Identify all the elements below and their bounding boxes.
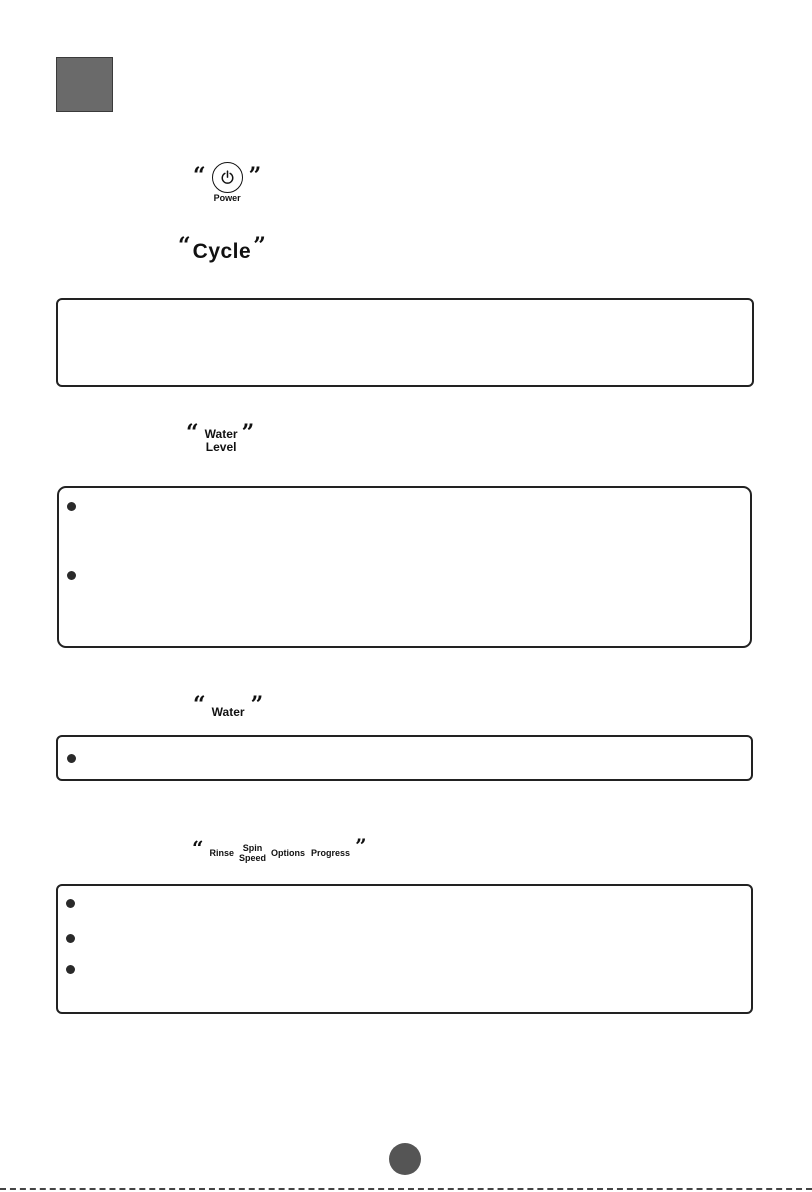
open-quote: “ [192, 836, 204, 860]
cycle-label: Cycle [192, 240, 252, 263]
bullet-icon [67, 571, 76, 580]
options-note-box [56, 884, 753, 1014]
open-quote: “ [193, 162, 206, 189]
page-number-dot [389, 1143, 421, 1175]
bullet-icon [66, 934, 75, 943]
power-button-graphic [212, 162, 243, 203]
bullet-icon [66, 899, 75, 908]
water-label: Water [211, 705, 245, 719]
water-level-instruction-line [186, 422, 254, 453]
bottom-dashed-rule [0, 1188, 812, 1190]
water-level-note-box [57, 486, 752, 648]
water-instruction-line [193, 692, 264, 719]
open-quote: “ [193, 692, 206, 718]
water-level-label [205, 428, 238, 453]
options-label: Options [271, 848, 306, 858]
cycle-instruction-line [178, 233, 266, 264]
power-instruction-line [193, 162, 261, 203]
spin-speed-label-line1: Spin [242, 843, 263, 853]
close-quote: ” [355, 834, 367, 858]
options-instruction-line [192, 834, 367, 864]
section-marker-square [56, 57, 113, 112]
cycle-note-box [56, 298, 754, 387]
bullet-icon [67, 502, 76, 511]
close-quote: ” [250, 692, 264, 718]
bullet-icon [67, 754, 76, 763]
power-label: Power [213, 193, 241, 203]
open-quote: “ [178, 233, 191, 259]
spin-speed-label [239, 843, 266, 864]
spin-speed-label-line2: Speed [239, 853, 267, 864]
bullet-icon [66, 965, 75, 974]
power-icon [212, 162, 243, 193]
progress-label: Progress [311, 848, 351, 858]
close-quote: ” [248, 162, 262, 189]
close-quote: ” [241, 420, 255, 446]
open-quote: “ [186, 420, 199, 446]
water-level-label-line2: Level [205, 439, 237, 454]
water-note-box [56, 735, 753, 781]
water-level-label-line1: Water [204, 427, 238, 441]
rinse-label: Rinse [209, 848, 235, 858]
close-quote: ” [253, 233, 266, 259]
